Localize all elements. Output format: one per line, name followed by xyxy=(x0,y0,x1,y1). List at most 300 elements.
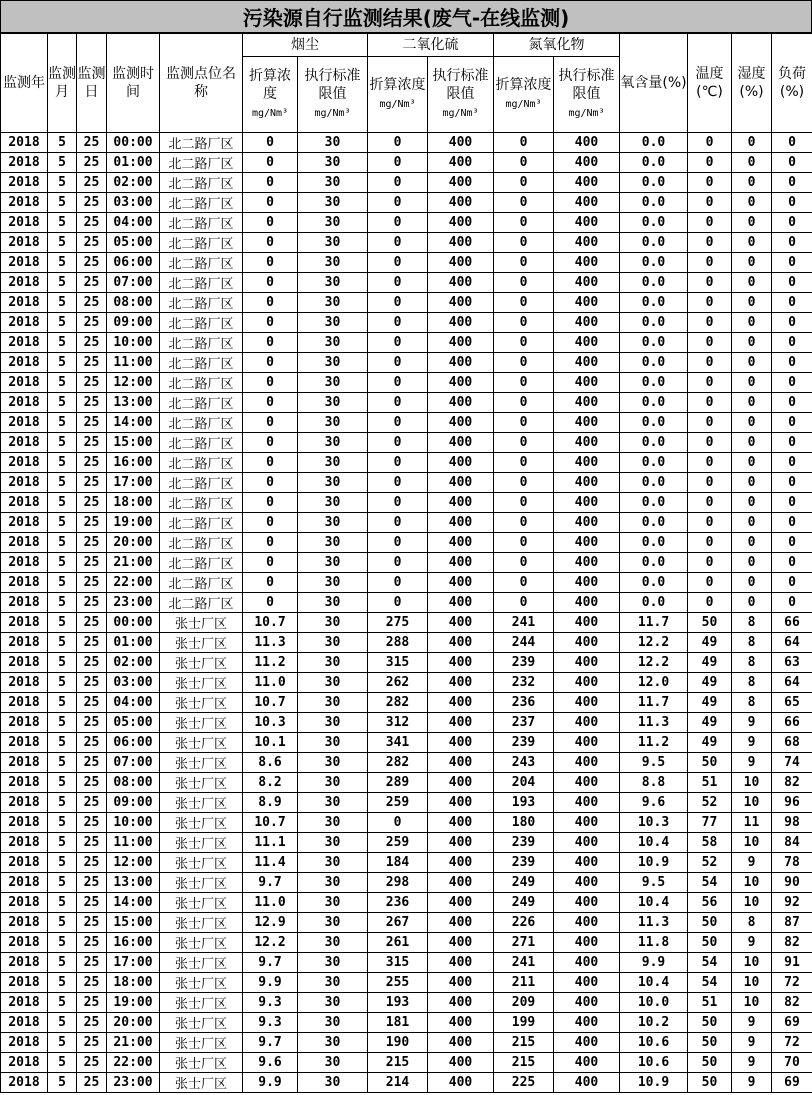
cell-load: 0 xyxy=(772,553,812,573)
cell-dust-conc: 10.7 xyxy=(243,693,298,713)
cell-nox-conc: 241 xyxy=(494,613,554,633)
cell-site: 北二路厂区 xyxy=(160,273,243,293)
cell-temp: 50 xyxy=(688,1013,732,1033)
cell-month: 5 xyxy=(48,193,77,213)
cell-site: 北二路厂区 xyxy=(160,593,243,613)
cell-month: 5 xyxy=(48,313,77,333)
cell-site: 张士厂区 xyxy=(160,753,243,773)
cell-load: 0 xyxy=(772,493,812,513)
cell-day: 25 xyxy=(77,253,107,273)
cell-so2-conc: 184 xyxy=(368,853,428,873)
cell-temp: 0 xyxy=(688,413,732,433)
cell-dust-conc: 0 xyxy=(243,413,298,433)
cell-dust-limit: 30 xyxy=(298,533,368,553)
cell-load: 66 xyxy=(772,613,812,633)
cell-humidity: 9 xyxy=(732,713,772,733)
cell-oxygen: 11.3 xyxy=(620,913,688,933)
cell-temp: 58 xyxy=(688,833,732,853)
table-row xyxy=(1,773,812,793)
cell-humidity: 10 xyxy=(732,873,772,893)
cell-temp: 49 xyxy=(688,693,732,713)
cell-temp: 0 xyxy=(688,553,732,573)
cell-nox-conc: 0 xyxy=(494,153,554,173)
cell-dust-limit: 30 xyxy=(298,253,368,273)
cell-so2-conc: 288 xyxy=(368,633,428,653)
table-row xyxy=(1,233,812,253)
cell-year: 2018 xyxy=(1,153,48,173)
cell-so2-limit: 400 xyxy=(428,853,494,873)
cell-nox-limit: 400 xyxy=(554,333,620,353)
table-row xyxy=(1,413,812,433)
cell-dust-conc: 0 xyxy=(243,293,298,313)
cell-nox-limit: 400 xyxy=(554,733,620,753)
cell-time: 00:00 xyxy=(107,133,160,153)
cell-nox-conc: 243 xyxy=(494,753,554,773)
cell-humidity: 0 xyxy=(732,393,772,413)
cell-load: 82 xyxy=(772,933,812,953)
cell-dust-conc: 0 xyxy=(243,473,298,493)
cell-dust-limit: 30 xyxy=(298,453,368,473)
table-row xyxy=(1,513,812,533)
cell-temp: 0 xyxy=(688,373,732,393)
cell-month: 5 xyxy=(48,853,77,873)
cell-time: 20:00 xyxy=(107,533,160,553)
table-row xyxy=(1,353,812,373)
cell-so2-limit: 400 xyxy=(428,313,494,333)
cell-humidity: 0 xyxy=(732,433,772,453)
cell-time: 07:00 xyxy=(107,753,160,773)
cell-oxygen: 0.0 xyxy=(620,553,688,573)
cell-humidity: 9 xyxy=(732,1033,772,1053)
cell-oxygen: 0.0 xyxy=(620,593,688,613)
cell-time: 14:00 xyxy=(107,413,160,433)
cell-so2-limit: 400 xyxy=(428,893,494,913)
cell-load: 0 xyxy=(772,253,812,273)
cell-month: 5 xyxy=(48,1073,77,1093)
table-row xyxy=(1,253,812,273)
table-row xyxy=(1,593,812,613)
cell-temp: 0 xyxy=(688,193,732,213)
cell-time: 18:00 xyxy=(107,493,160,513)
cell-so2-conc: 255 xyxy=(368,973,428,993)
cell-load: 0 xyxy=(772,233,812,253)
cell-dust-limit: 30 xyxy=(298,813,368,833)
cell-year: 2018 xyxy=(1,133,48,153)
cell-so2-conc: 0 xyxy=(368,293,428,313)
table-row xyxy=(1,393,812,413)
cell-dust-limit: 30 xyxy=(298,873,368,893)
cell-site: 张士厂区 xyxy=(160,993,243,1013)
cell-load: 0 xyxy=(772,133,812,153)
cell-so2-limit: 400 xyxy=(428,693,494,713)
cell-so2-conc: 0 xyxy=(368,273,428,293)
cell-site: 张士厂区 xyxy=(160,893,243,913)
cell-so2-limit: 400 xyxy=(428,373,494,393)
cell-so2-conc: 0 xyxy=(368,153,428,173)
cell-temp: 0 xyxy=(688,533,732,553)
cell-humidity: 9 xyxy=(732,733,772,753)
cell-so2-conc: 181 xyxy=(368,1013,428,1033)
cell-dust-conc: 0 xyxy=(243,553,298,573)
cell-so2-limit: 400 xyxy=(428,513,494,533)
cell-dust-limit: 30 xyxy=(298,653,368,673)
cell-month: 5 xyxy=(48,293,77,313)
cell-humidity: 10 xyxy=(732,773,772,793)
cell-so2-limit: 400 xyxy=(428,133,494,153)
cell-nox-limit: 400 xyxy=(554,493,620,513)
cell-time: 05:00 xyxy=(107,713,160,733)
table-row xyxy=(1,993,812,1013)
cell-so2-limit: 400 xyxy=(428,873,494,893)
cell-year: 2018 xyxy=(1,333,48,353)
cell-site: 北二路厂区 xyxy=(160,553,243,573)
cell-nox-limit: 400 xyxy=(554,453,620,473)
table-row xyxy=(1,493,812,513)
col-month-header: 监测月 xyxy=(48,34,77,133)
cell-month: 5 xyxy=(48,653,77,673)
cell-humidity: 9 xyxy=(732,1013,772,1033)
cell-dust-conc: 0 xyxy=(243,193,298,213)
col-time-header: 监测时间 xyxy=(107,34,160,133)
cell-month: 5 xyxy=(48,213,77,233)
cell-nox-conc: 0 xyxy=(494,133,554,153)
cell-month: 5 xyxy=(48,913,77,933)
cell-temp: 52 xyxy=(688,793,732,813)
cell-so2-limit: 400 xyxy=(428,753,494,773)
cell-day: 25 xyxy=(77,933,107,953)
cell-nox-limit: 400 xyxy=(554,393,620,413)
cell-load: 0 xyxy=(772,353,812,373)
cell-dust-limit: 30 xyxy=(298,333,368,353)
cell-dust-limit: 30 xyxy=(298,613,368,633)
cell-temp: 0 xyxy=(688,233,732,253)
cell-site: 北二路厂区 xyxy=(160,133,243,153)
cell-load: 91 xyxy=(772,953,812,973)
cell-so2-limit: 400 xyxy=(428,473,494,493)
cell-dust-conc: 0 xyxy=(243,313,298,333)
cell-temp: 0 xyxy=(688,393,732,413)
cell-day: 25 xyxy=(77,973,107,993)
cell-oxygen: 0.0 xyxy=(620,153,688,173)
cell-oxygen: 10.4 xyxy=(620,833,688,853)
nox-conc-header: 折算浓度 mg/Nm³ xyxy=(494,57,554,133)
cell-time: 23:00 xyxy=(107,1073,160,1093)
cell-day: 25 xyxy=(77,693,107,713)
cell-month: 5 xyxy=(48,253,77,273)
table-body xyxy=(1,133,812,1093)
cell-oxygen: 10.9 xyxy=(620,853,688,873)
table-row xyxy=(1,673,812,693)
cell-oxygen: 11.8 xyxy=(620,933,688,953)
table-row xyxy=(1,953,812,973)
table-row xyxy=(1,153,812,173)
cell-so2-conc: 0 xyxy=(368,533,428,553)
cell-so2-limit: 400 xyxy=(428,193,494,213)
cell-load: 65 xyxy=(772,693,812,713)
cell-day: 25 xyxy=(77,653,107,673)
cell-temp: 50 xyxy=(688,933,732,953)
cell-load: 0 xyxy=(772,173,812,193)
cell-dust-limit: 30 xyxy=(298,273,368,293)
table-row xyxy=(1,213,812,233)
cell-load: 78 xyxy=(772,853,812,873)
cell-humidity: 9 xyxy=(732,853,772,873)
cell-temp: 0 xyxy=(688,213,732,233)
cell-site: 北二路厂区 xyxy=(160,313,243,333)
table-row xyxy=(1,873,812,893)
cell-so2-conc: 259 xyxy=(368,793,428,813)
cell-year: 2018 xyxy=(1,613,48,633)
cell-site: 张士厂区 xyxy=(160,813,243,833)
cell-nox-conc: 209 xyxy=(494,993,554,1013)
cell-time: 07:00 xyxy=(107,273,160,293)
cell-day: 25 xyxy=(77,753,107,773)
table-header xyxy=(1,34,812,133)
cell-site: 张士厂区 xyxy=(160,773,243,793)
cell-humidity: 10 xyxy=(732,793,772,813)
table-row xyxy=(1,553,812,573)
cell-so2-limit: 400 xyxy=(428,173,494,193)
cell-oxygen: 11.3 xyxy=(620,713,688,733)
cell-dust-conc: 8.2 xyxy=(243,773,298,793)
cell-so2-conc: 282 xyxy=(368,753,428,773)
cell-day: 25 xyxy=(77,833,107,853)
cell-so2-conc: 0 xyxy=(368,433,428,453)
table-row xyxy=(1,753,812,773)
cell-dust-conc: 9.9 xyxy=(243,973,298,993)
cell-time: 05:00 xyxy=(107,233,160,253)
cell-year: 2018 xyxy=(1,893,48,913)
cell-dust-conc: 0 xyxy=(243,393,298,413)
cell-site: 张士厂区 xyxy=(160,613,243,633)
cell-nox-limit: 400 xyxy=(554,813,620,833)
cell-oxygen: 10.3 xyxy=(620,813,688,833)
cell-year: 2018 xyxy=(1,593,48,613)
cell-day: 25 xyxy=(77,773,107,793)
cell-month: 5 xyxy=(48,493,77,513)
cell-site: 北二路厂区 xyxy=(160,293,243,313)
cell-so2-limit: 400 xyxy=(428,1053,494,1073)
cell-site: 张士厂区 xyxy=(160,953,243,973)
table-row xyxy=(1,813,812,833)
cell-nox-limit: 400 xyxy=(554,213,620,233)
cell-nox-limit: 400 xyxy=(554,1053,620,1073)
cell-load: 0 xyxy=(772,513,812,533)
cell-nox-conc: 0 xyxy=(494,373,554,393)
table-row xyxy=(1,293,812,313)
cell-year: 2018 xyxy=(1,353,48,373)
cell-month: 5 xyxy=(48,993,77,1013)
cell-dust-conc: 0 xyxy=(243,353,298,373)
cell-year: 2018 xyxy=(1,433,48,453)
cell-so2-conc: 262 xyxy=(368,673,428,693)
cell-time: 22:00 xyxy=(107,573,160,593)
cell-oxygen: 8.8 xyxy=(620,773,688,793)
cell-time: 06:00 xyxy=(107,733,160,753)
cell-so2-limit: 400 xyxy=(428,553,494,573)
table-row xyxy=(1,933,812,953)
cell-dust-limit: 30 xyxy=(298,673,368,693)
table-row xyxy=(1,633,812,653)
cell-time: 12:00 xyxy=(107,853,160,873)
cell-load: 0 xyxy=(772,413,812,433)
cell-day: 25 xyxy=(77,373,107,393)
cell-nox-conc: 0 xyxy=(494,493,554,513)
cell-day: 25 xyxy=(77,513,107,533)
cell-nox-limit: 400 xyxy=(554,573,620,593)
cell-dust-limit: 30 xyxy=(298,213,368,233)
cell-oxygen: 0.0 xyxy=(620,333,688,353)
cell-day: 25 xyxy=(77,673,107,693)
cell-nox-limit: 400 xyxy=(554,913,620,933)
cell-oxygen: 0.0 xyxy=(620,173,688,193)
cell-site: 张士厂区 xyxy=(160,1073,243,1093)
cell-dust-conc: 12.2 xyxy=(243,933,298,953)
cell-day: 25 xyxy=(77,413,107,433)
cell-nox-conc: 0 xyxy=(494,213,554,233)
cell-oxygen: 10.4 xyxy=(620,893,688,913)
cell-so2-limit: 400 xyxy=(428,433,494,453)
cell-nox-conc: 241 xyxy=(494,953,554,973)
cell-so2-conc: 315 xyxy=(368,953,428,973)
cell-load: 0 xyxy=(772,533,812,553)
cell-nox-limit: 400 xyxy=(554,873,620,893)
cell-time: 14:00 xyxy=(107,893,160,913)
cell-day: 25 xyxy=(77,1033,107,1053)
cell-dust-conc: 0 xyxy=(243,493,298,513)
cell-dust-limit: 30 xyxy=(298,513,368,533)
cell-dust-conc: 11.1 xyxy=(243,833,298,853)
cell-so2-limit: 400 xyxy=(428,953,494,973)
cell-humidity: 0 xyxy=(732,293,772,313)
cell-load: 98 xyxy=(772,813,812,833)
cell-so2-limit: 400 xyxy=(428,653,494,673)
cell-humidity: 0 xyxy=(732,453,772,473)
cell-so2-limit: 400 xyxy=(428,713,494,733)
cell-temp: 50 xyxy=(688,1053,732,1073)
cell-day: 25 xyxy=(77,453,107,473)
cell-month: 5 xyxy=(48,933,77,953)
cell-temp: 0 xyxy=(688,293,732,313)
cell-load: 96 xyxy=(772,793,812,813)
cell-dust-limit: 30 xyxy=(298,153,368,173)
cell-nox-limit: 400 xyxy=(554,473,620,493)
cell-oxygen: 0.0 xyxy=(620,373,688,393)
cell-humidity: 0 xyxy=(732,573,772,593)
cell-day: 25 xyxy=(77,313,107,333)
cell-time: 08:00 xyxy=(107,773,160,793)
cell-dust-conc: 10.7 xyxy=(243,613,298,633)
cell-oxygen: 0.0 xyxy=(620,353,688,373)
cell-oxygen: 10.4 xyxy=(620,973,688,993)
cell-humidity: 8 xyxy=(732,653,772,673)
cell-dust-limit: 30 xyxy=(298,993,368,1013)
cell-nox-conc: 0 xyxy=(494,353,554,373)
cell-dust-limit: 30 xyxy=(298,573,368,593)
cell-day: 25 xyxy=(77,213,107,233)
cell-load: 0 xyxy=(772,573,812,593)
cell-time: 13:00 xyxy=(107,393,160,413)
cell-oxygen: 0.0 xyxy=(620,233,688,253)
cell-nox-limit: 400 xyxy=(554,933,620,953)
cell-nox-limit: 400 xyxy=(554,853,620,873)
cell-so2-conc: 0 xyxy=(368,413,428,433)
cell-nox-conc: 0 xyxy=(494,393,554,413)
cell-so2-conc: 0 xyxy=(368,353,428,373)
cell-oxygen: 0.0 xyxy=(620,493,688,513)
cell-so2-conc: 0 xyxy=(368,593,428,613)
cell-so2-conc: 0 xyxy=(368,233,428,253)
cell-load: 66 xyxy=(772,713,812,733)
cell-time: 21:00 xyxy=(107,1033,160,1053)
cell-time: 15:00 xyxy=(107,433,160,453)
cell-load: 64 xyxy=(772,633,812,653)
cell-so2-limit: 400 xyxy=(428,773,494,793)
cell-nox-limit: 400 xyxy=(554,613,620,633)
cell-oxygen: 0.0 xyxy=(620,453,688,473)
cell-so2-limit: 400 xyxy=(428,253,494,273)
cell-dust-conc: 9.3 xyxy=(243,1013,298,1033)
cell-temp: 51 xyxy=(688,773,732,793)
cell-month: 5 xyxy=(48,833,77,853)
cell-site: 张士厂区 xyxy=(160,933,243,953)
cell-time: 20:00 xyxy=(107,1013,160,1033)
cell-oxygen: 12.2 xyxy=(620,653,688,673)
cell-nox-limit: 400 xyxy=(554,833,620,853)
cell-day: 25 xyxy=(77,1073,107,1093)
cell-temp: 0 xyxy=(688,473,732,493)
cell-time: 19:00 xyxy=(107,513,160,533)
cell-nox-conc: 193 xyxy=(494,793,554,813)
cell-year: 2018 xyxy=(1,753,48,773)
cell-nox-limit: 400 xyxy=(554,533,620,553)
cell-dust-limit: 30 xyxy=(298,713,368,733)
cell-dust-limit: 30 xyxy=(298,773,368,793)
cell-so2-limit: 400 xyxy=(428,1073,494,1093)
cell-dust-limit: 30 xyxy=(298,893,368,913)
cell-month: 5 xyxy=(48,553,77,573)
cell-load: 74 xyxy=(772,753,812,773)
cell-site: 张士厂区 xyxy=(160,673,243,693)
cell-dust-conc: 0 xyxy=(243,173,298,193)
cell-year: 2018 xyxy=(1,633,48,653)
cell-site: 张士厂区 xyxy=(160,1053,243,1073)
table-row xyxy=(1,853,812,873)
cell-humidity: 0 xyxy=(732,193,772,213)
cell-temp: 0 xyxy=(688,353,732,373)
cell-nox-limit: 400 xyxy=(554,1013,620,1033)
cell-time: 08:00 xyxy=(107,293,160,313)
cell-temp: 50 xyxy=(688,913,732,933)
monitoring-table xyxy=(0,33,812,1093)
cell-so2-limit: 400 xyxy=(428,353,494,373)
cell-temp: 0 xyxy=(688,433,732,453)
cell-oxygen: 0.0 xyxy=(620,413,688,433)
cell-day: 25 xyxy=(77,173,107,193)
cell-month: 5 xyxy=(48,773,77,793)
cell-load: 0 xyxy=(772,293,812,313)
cell-humidity: 0 xyxy=(732,533,772,553)
cell-oxygen: 0.0 xyxy=(620,513,688,533)
cell-time: 16:00 xyxy=(107,933,160,953)
cell-so2-conc: 0 xyxy=(368,513,428,533)
table-row xyxy=(1,1053,812,1073)
cell-nox-limit: 400 xyxy=(554,353,620,373)
cell-nox-limit: 400 xyxy=(554,1073,620,1093)
cell-temp: 0 xyxy=(688,253,732,273)
cell-oxygen: 0.0 xyxy=(620,313,688,333)
cell-load: 0 xyxy=(772,473,812,493)
